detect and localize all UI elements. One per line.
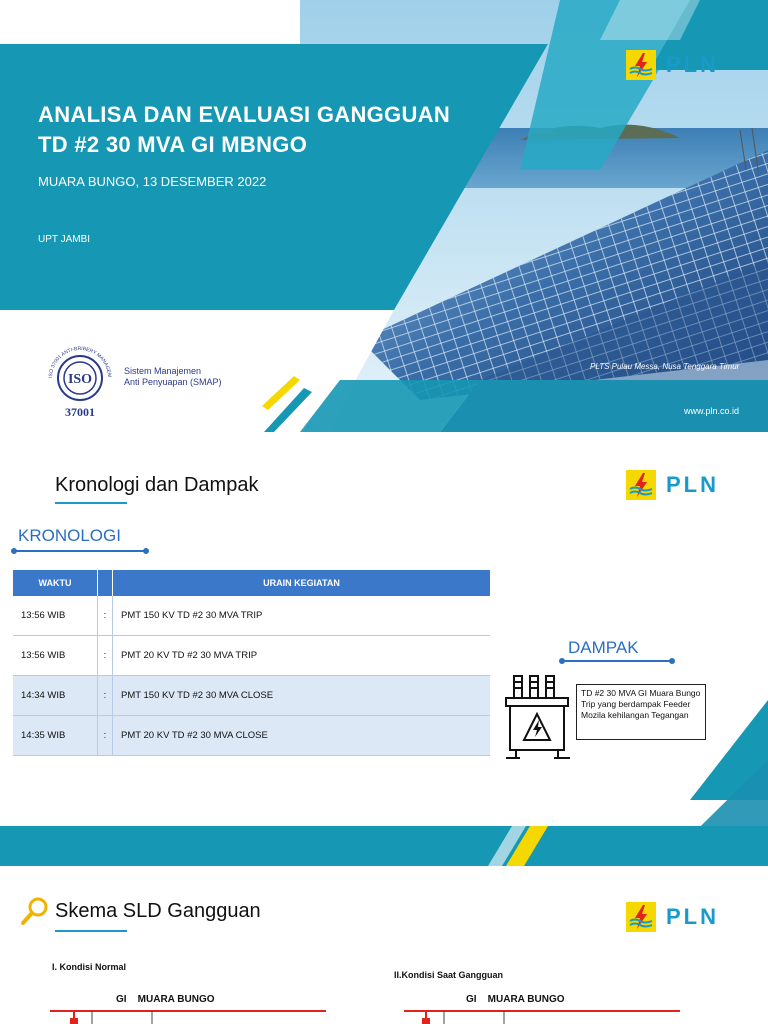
slide-title: Skema SLD Gangguan — [55, 900, 261, 922]
sld-slide — [0, 868, 768, 1024]
table-header-row — [13, 570, 490, 596]
gi-label-right: GI MUARA BUNGO — [466, 994, 565, 1005]
kronologi-table — [13, 570, 490, 756]
bottom-teal-band — [0, 826, 768, 866]
photo-caption: PLTS Pulau Messa, Nusa Tenggara Timur — [590, 362, 740, 371]
table-row: 14:34 WIB : PMT 150 KV TD #2 30 MVA CLOSE — [13, 676, 490, 716]
header-waktu: WAKTU — [13, 570, 98, 596]
pln-lightning-icon — [626, 50, 656, 80]
cover-slide — [0, 0, 768, 432]
title-underline — [55, 502, 127, 504]
table-row: 14:35 WIB : PMT 20 KV TD #2 30 MVA CLOSE — [13, 716, 490, 756]
slide-title: Kronologi dan Dampak — [55, 474, 259, 496]
svg-text:ISO: ISO — [67, 372, 93, 387]
svg-text:37001: 37001 — [65, 405, 95, 419]
pln-logo — [626, 902, 719, 932]
cover-location-date: MUARA BUNGO, 13 DESEMBER 2022 — [38, 174, 267, 189]
cover-title-line2: TD #2 30 MVA GI MBNGO — [38, 132, 308, 157]
kronologi-heading: KRONOLOGI — [18, 526, 121, 545]
smap-label: Sistem Manajemen Anti Penyuapan (SMAP) — [124, 366, 222, 387]
header-uraian: URAIN KEGIATAN — [113, 570, 491, 596]
pln-lightning-icon — [626, 902, 656, 932]
cover-title — [38, 100, 450, 160]
pln-logo — [626, 470, 719, 500]
kondisi-normal-heading: I. Kondisi Normal — [52, 962, 127, 972]
svg-text:ISO 37001 ANTI-BRIBERY MANAGEM: ISO 37001 ANTI-BRIBERY MANAGEM — [47, 345, 113, 379]
pln-lightning-icon — [626, 470, 656, 500]
table-row: 13:56 WIB : PMT 150 KV TD #2 30 MVA TRIP — [13, 596, 490, 636]
cover-title-line1: ANALISA DAN EVALUASI GANGGUAN — [38, 102, 451, 127]
dampak-heading: DAMPAK — [568, 638, 639, 657]
transformer-icon — [500, 670, 578, 768]
iso-37001-seal-icon — [40, 344, 120, 420]
kronologi-slide — [0, 434, 768, 866]
dampak-description: TD #2 30 MVA GI Muara Bungo Trip yang berdampak Feeder Mozila kehilangan Tegangan — [576, 684, 706, 740]
gi-label-left: GI MUARA BUNGO — [116, 994, 215, 1005]
kronologi-underline — [14, 550, 146, 552]
dampak-underline — [562, 660, 672, 662]
title-underline — [55, 930, 127, 932]
pln-wordmark: PLN — [666, 472, 719, 497]
cover-unit: UPT JAMBI — [38, 234, 91, 245]
magnifier-icon — [20, 896, 50, 926]
pln-logo — [626, 50, 719, 80]
table-row: 13:56 WIB : PMT 20 KV TD #2 30 MVA TRIP — [13, 636, 490, 676]
header-sep — [98, 570, 113, 596]
pln-wordmark: PLN — [666, 904, 719, 929]
sld-busbar-diagram — [0, 1004, 768, 1024]
kondisi-gangguan-heading: II.Kondisi Saat Gangguan — [394, 970, 504, 980]
website-link[interactable]: www.pln.co.id — [684, 406, 740, 416]
pln-wordmark: PLN — [666, 52, 719, 77]
